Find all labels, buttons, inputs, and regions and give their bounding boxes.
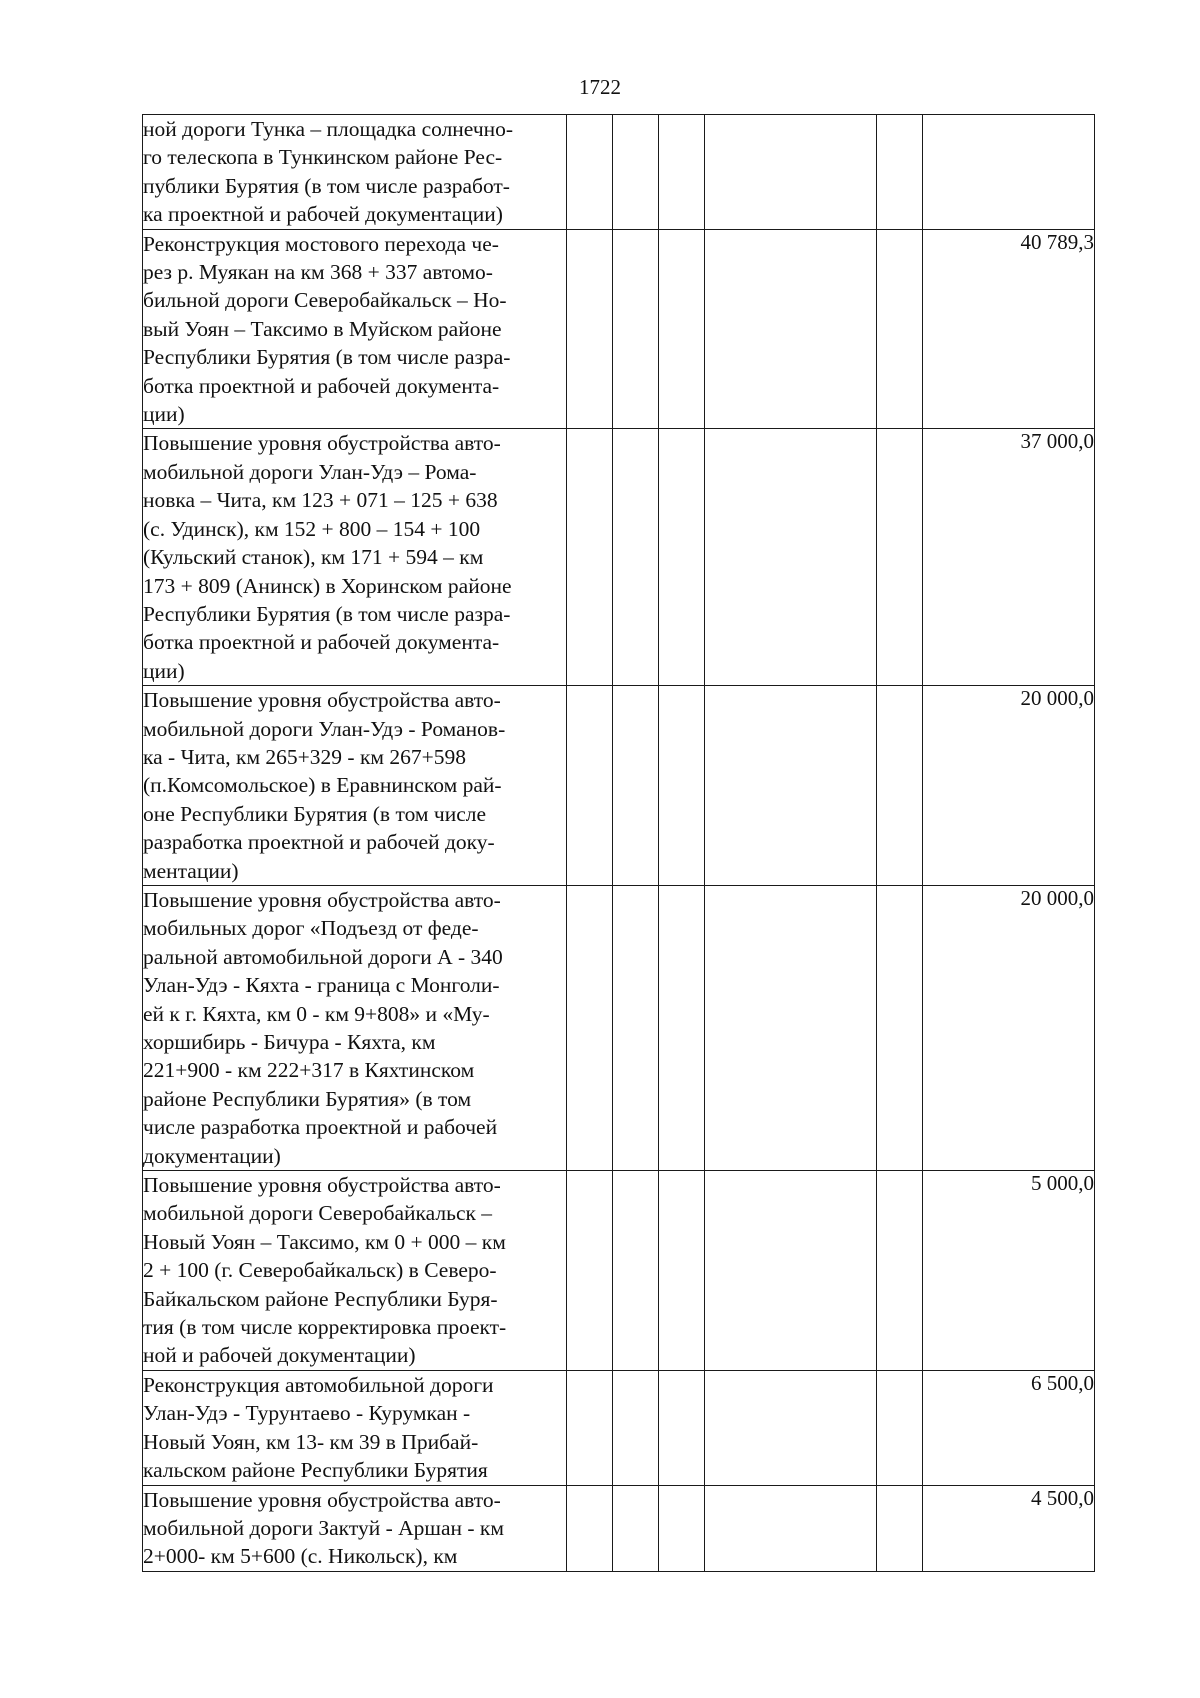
empty-cell [659,885,705,1170]
description-line: (с. Удинск), км 152 + 800 – 154 + 100 [143,516,481,541]
description-line: Республики Бурятия (в том числе разра- [143,601,511,626]
description-line: ральной автомобильной дороги А - 340 [143,944,503,969]
description-line: ботка проектной и рабочей документа- [143,373,500,398]
amount-cell: 37 000,0 [923,429,1095,686]
description-line: мобильной дороги Улан-Удэ – Рома- [143,459,477,484]
description-line: 2 + 100 (г. Северобайкальск) в Северо- [143,1258,497,1283]
object-description-cell [143,115,567,230]
description-line: Реконструкция автомобильной дороги [143,1372,494,1397]
description-line: Новый Уоян – Таксимо, км 0 + 000 – км [143,1229,506,1254]
description-line: (п.Комсомольское) в Еравнинском рай- [143,773,502,798]
amount-cell: 4 500,0 [923,1485,1095,1571]
empty-cell [613,1370,659,1485]
table-row [143,885,1095,1170]
page-number: 1722 [579,75,621,99]
description-line: Улан-Удэ - Турунтаево - Курумкан - [143,1401,471,1426]
description-line: хоршибирь - Бичура - Кяхта, км [143,1030,436,1054]
object-description-cell [143,885,567,1170]
description-line: Повышение уровня обустройства авто- [143,431,501,456]
empty-cell [705,429,877,686]
empty-cell [877,115,923,230]
empty-cell [567,1485,613,1571]
description-line: мобильной дороги Зактуй - Аршан - км [143,1515,504,1540]
description-line: мобильной дороги Улан-Удэ - Романов- [143,716,506,741]
object-description-cell [143,1370,567,1485]
description-line: ции) [143,402,185,427]
empty-cell [659,229,705,429]
description-line: го телескопа в Тункинском районе Рес- [143,145,503,170]
empty-cell [613,1485,659,1571]
description-line: районе Республики Бурятия» (в том [143,1086,472,1111]
empty-cell [659,1171,705,1371]
empty-cell [705,885,877,1170]
amount-cell: 6 500,0 [923,1370,1095,1485]
description-line: Повышение уровня обустройства авто- [143,1487,501,1512]
description-line: Повышение уровня обустройства авто- [143,688,501,713]
description-line: Республики Бурятия (в том числе разра- [143,345,511,370]
empty-cell [613,1171,659,1371]
description-line: Новый Уоян, км 13- км 39 в Прибай- [143,1429,479,1454]
empty-cell [567,686,613,886]
description-line: ции) [143,658,185,683]
empty-cell [877,1370,923,1485]
table-row [143,1171,1095,1371]
description-line: ной дороги Тунка – площадка солнечно- [143,117,514,141]
empty-cell [567,885,613,1170]
description-line: ка проектной и рабочей документации) [143,202,503,227]
empty-cell [613,429,659,686]
empty-cell [659,1370,705,1485]
table-row [143,229,1095,429]
description-line: 221+900 - км 222+317 в Кяхтинском [143,1058,475,1083]
budget-table [142,114,1095,1572]
empty-cell [705,1370,877,1485]
table-row [143,429,1095,686]
empty-cell [877,686,923,886]
empty-cell [613,115,659,230]
empty-cell [877,429,923,686]
table-row [143,686,1095,886]
description-line: Реконструкция мостового перехода че- [143,231,499,256]
description-line: публики Бурятия (в том числе разработ- [143,173,510,198]
description-line: новка – Чита, км 123 + 071 – 125 + 638 [143,488,498,513]
empty-cell [659,115,705,230]
description-line: Повышение уровня обустройства авто- [143,887,501,912]
description-line: тия (в том числе корректировка проект- [143,1315,507,1340]
description-line: оне Республики Бурятия (в том числе [143,801,487,826]
empty-cell [613,686,659,886]
description-line: документации) [143,1143,281,1168]
empty-cell [613,229,659,429]
description-line: ботка проектной и рабочей документа- [143,630,500,655]
object-description-cell [143,429,567,686]
empty-cell [705,115,877,230]
empty-cell [877,885,923,1170]
description-line: мобильной дороги Северобайкальск – [143,1201,493,1226]
object-description-cell [143,1485,567,1571]
description-line: ей к г. Кяхта, км 0 - км 9+808» и «Му- [143,1001,490,1026]
object-description-cell [143,229,567,429]
table-row [143,1485,1095,1571]
description-line: Улан-Удэ - Кяхта - граница с Монголи- [143,973,500,998]
description-line: разработка проектной и рабочей доку- [143,830,495,855]
empty-cell [705,229,877,429]
empty-cell [567,1370,613,1485]
description-line: рез р. Муякан на км 368 + 337 автомо- [143,260,493,285]
empty-cell [567,1171,613,1371]
description-line: кальском районе Республики Бурятия [143,1458,488,1483]
empty-cell [659,429,705,686]
empty-cell [567,115,613,230]
empty-cell [567,229,613,429]
empty-cell [567,429,613,686]
amount-cell: 20 000,0 [923,686,1095,886]
budget-table-body [143,115,1095,1572]
table-row [143,1370,1095,1485]
description-line: 2+000- км 5+600 (с. Никольск), км [143,1544,458,1569]
description-line: вый Уоян – Таксимо в Муйском районе [143,316,502,341]
description-line: числе разработка проектной и рабочей [143,1115,498,1140]
description-line: 173 + 809 (Анинск) в Хоринском районе [143,573,512,598]
table-row [143,115,1095,230]
empty-cell [705,1171,877,1371]
amount-cell: 20 000,0 [923,885,1095,1170]
description-line: мобильных дорог «Подъезд от феде- [143,916,479,941]
description-line: ка - Чита, км 265+329 - км 267+598 [143,744,467,769]
empty-cell [877,1485,923,1571]
description-line: Байкальском районе Республики Буря- [143,1286,498,1311]
object-description-cell [143,686,567,886]
empty-cell [659,686,705,886]
empty-cell [659,1485,705,1571]
object-description-cell [143,1171,567,1371]
empty-cell [705,1485,877,1571]
amount-cell: 40 789,3 [923,229,1095,429]
amount-cell: 5 000,0 [923,1171,1095,1371]
empty-cell [705,686,877,886]
empty-cell [613,885,659,1170]
description-line: ной и рабочей документации) [143,1343,416,1368]
description-line: бильной дороги Северобайкальск – Но- [143,288,507,313]
empty-cell [877,1171,923,1371]
empty-cell [877,229,923,429]
amount-cell [923,115,1095,230]
description-line: Повышение уровня обустройства авто- [143,1173,501,1198]
description-line: (Кульский станок), км 171 + 594 – км [143,545,484,570]
description-line: ментации) [143,858,239,883]
